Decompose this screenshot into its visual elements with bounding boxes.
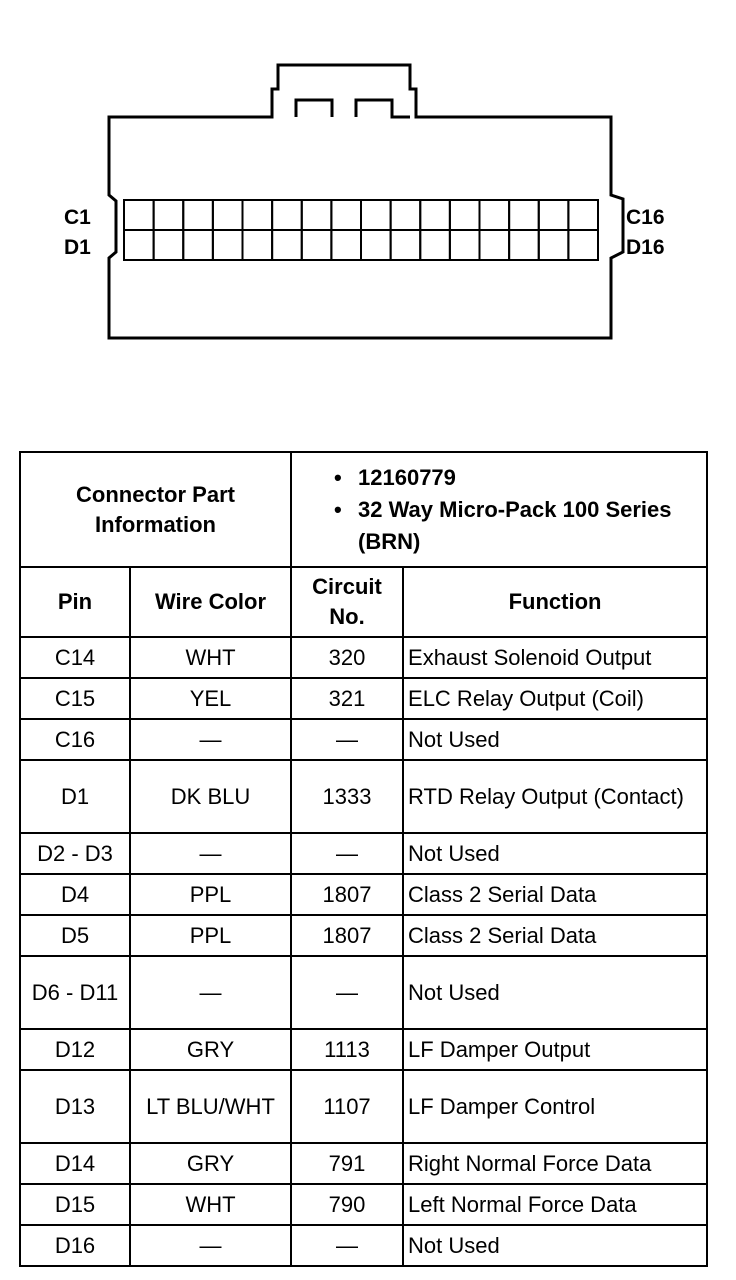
function-cell: Not Used: [403, 719, 707, 760]
pin-row: [20, 833, 707, 874]
col-function-header: Function: [403, 567, 707, 637]
pin-cavity: [243, 230, 273, 260]
pin-cavity: [361, 230, 391, 260]
pin-cell: D2 - D3: [20, 833, 130, 874]
pin-cavity: [509, 200, 539, 230]
pin-row: [20, 1070, 707, 1143]
function-cell: Exhaust Solenoid Output: [403, 637, 707, 678]
pin-cavity: [568, 230, 598, 260]
pin-cavity: [243, 200, 273, 230]
wire-color-cell: —: [130, 719, 291, 760]
col-wire-header: Wire Color: [130, 567, 291, 637]
pin-row: [20, 1184, 707, 1225]
circuit-cell: 790: [291, 1184, 403, 1225]
pin-cavity: [124, 230, 154, 260]
wire-color-cell: GRY: [130, 1029, 291, 1070]
function-cell: Left Normal Force Data: [403, 1184, 707, 1225]
circuit-cell: 1807: [291, 874, 403, 915]
pin-cavity: [302, 200, 332, 230]
wire-color-cell: —: [130, 833, 291, 874]
pin-grid: [124, 200, 598, 260]
circuit-cell: —: [291, 956, 403, 1029]
pin-cavity: [183, 200, 213, 230]
pin-row: [20, 874, 707, 915]
pin-cavity: [539, 200, 569, 230]
circuit-cell: 1113: [291, 1029, 403, 1070]
label-c1: C1: [64, 206, 91, 229]
pin-cavity: [391, 230, 421, 260]
col-circuit-header: Circuit No.: [291, 567, 403, 637]
pin-cell: D12: [20, 1029, 130, 1070]
pin-cavity: [450, 200, 480, 230]
function-cell: LF Damper Output: [403, 1029, 707, 1070]
pin-cell: C14: [20, 637, 130, 678]
pin-cavity: [154, 200, 184, 230]
pin-row: [20, 956, 707, 1029]
wire-color-cell: YEL: [130, 678, 291, 719]
pin-cavity: [568, 200, 598, 230]
function-cell: Not Used: [403, 1225, 707, 1266]
part-info-row: [20, 452, 707, 567]
pin-row: [20, 1225, 707, 1266]
pin-cell: D4: [20, 874, 130, 915]
pin-cavity: [539, 230, 569, 260]
function-cell: Not Used: [403, 833, 707, 874]
pin-cavity: [420, 200, 450, 230]
pin-cell: D6 - D11: [20, 956, 130, 1029]
function-cell: Not Used: [403, 956, 707, 1029]
pin-cell: D16: [20, 1225, 130, 1266]
pin-cell: D15: [20, 1184, 130, 1225]
column-header-row: [20, 567, 707, 637]
pin-cavity: [450, 230, 480, 260]
label-c16: C16: [626, 206, 665, 229]
pin-row: [20, 1029, 707, 1070]
pin-cell: D14: [20, 1143, 130, 1184]
pin-cavity: [361, 200, 391, 230]
pin-cavity: [124, 200, 154, 230]
function-cell: RTD Relay Output (Contact): [403, 760, 707, 833]
pin-cavity: [391, 200, 421, 230]
circuit-cell: 321: [291, 678, 403, 719]
wire-color-cell: GRY: [130, 1143, 291, 1184]
function-cell: LF Damper Control: [403, 1070, 707, 1143]
pin-row: [20, 1143, 707, 1184]
circuit-cell: 320: [291, 637, 403, 678]
wire-color-cell: PPL: [130, 915, 291, 956]
function-cell: Class 2 Serial Data: [403, 874, 707, 915]
wire-color-cell: —: [130, 1225, 291, 1266]
circuit-cell: —: [291, 1225, 403, 1266]
circuit-cell: —: [291, 833, 403, 874]
wire-color-cell: WHT: [130, 1184, 291, 1225]
pin-cavity: [331, 230, 361, 260]
circuit-cell: 1807: [291, 915, 403, 956]
function-cell: ELC Relay Output (Coil): [403, 678, 707, 719]
pin-cell: D1: [20, 760, 130, 833]
label-d16: D16: [626, 236, 665, 259]
part-description: • 32 Way Micro-Pack 100 Series (BRN): [330, 494, 702, 558]
circuit-cell: 791: [291, 1143, 403, 1184]
pin-cavity: [213, 230, 243, 260]
function-cell: Class 2 Serial Data: [403, 915, 707, 956]
circuit-cell: —: [291, 719, 403, 760]
connector-housing: [109, 65, 623, 338]
wire-color-cell: PPL: [130, 874, 291, 915]
pin-cavity: [302, 230, 332, 260]
circuit-cell: 1107: [291, 1070, 403, 1143]
wire-color-cell: DK BLU: [130, 760, 291, 833]
pin-cell: D13: [20, 1070, 130, 1143]
wire-color-cell: LT BLU/WHT: [130, 1070, 291, 1143]
connector-latch: [296, 100, 410, 117]
pin-row: [20, 760, 707, 833]
col-pin-header: Pin: [20, 567, 130, 637]
pin-cavity: [420, 230, 450, 260]
pin-row: [20, 915, 707, 956]
pin-cell: C15: [20, 678, 130, 719]
pin-row: [20, 719, 707, 760]
pin-cavity: [154, 230, 184, 260]
pin-cavity: [480, 200, 510, 230]
pin-cavity: [272, 230, 302, 260]
wire-color-cell: WHT: [130, 637, 291, 678]
pin-row: [20, 637, 707, 678]
pin-cavity: [480, 230, 510, 260]
connector-diagram: [0, 0, 736, 400]
pin-cavity: [509, 230, 539, 260]
function-cell: Right Normal Force Data: [403, 1143, 707, 1184]
pinout-table: [19, 451, 708, 1267]
wire-color-cell: —: [130, 956, 291, 1029]
pin-row: [20, 678, 707, 719]
pin-cavity: [272, 200, 302, 230]
pin-cell: C16: [20, 719, 130, 760]
pin-cavity: [213, 200, 243, 230]
pin-cavity: [331, 200, 361, 230]
part-info-title: Connector Part Information: [20, 452, 291, 567]
circuit-cell: 1333: [291, 760, 403, 833]
pin-cell: D5: [20, 915, 130, 956]
part-number: • 12160779: [330, 462, 702, 494]
label-d1: D1: [64, 236, 91, 259]
pin-cavity: [183, 230, 213, 260]
part-info-list: [291, 452, 707, 567]
